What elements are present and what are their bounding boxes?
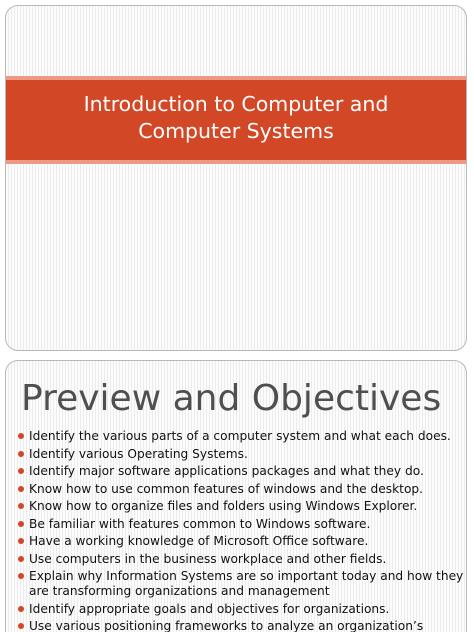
list-item-text: Identify appropriate goals and objectives for organizations. — [29, 601, 390, 616]
list-item-text: Know how to use common features of windows and the desktop. — [29, 481, 424, 496]
list-item-text: Identify various Operating Systems. — [29, 446, 248, 461]
bullet-icon — [18, 623, 24, 629]
list-item-text: Be familiar with features common to Windows software. — [29, 516, 371, 531]
list-item — [18, 482, 464, 497]
objectives-list — [18, 429, 464, 632]
list-item — [18, 517, 464, 532]
objectives-slide[interactable] — [5, 360, 467, 632]
list-item-text: Have a working knowledge of Microsoft Office software. — [29, 534, 369, 548]
bullet-icon — [18, 573, 24, 579]
bullet-icon — [18, 556, 24, 562]
title-slide[interactable] — [5, 5, 467, 351]
list-item — [18, 429, 464, 444]
list-item-text: Know how to organize files and folders using Windows Explorer. — [29, 499, 418, 513]
list-item-text: Use various positioning frameworks to analyze an organization’s — [29, 619, 424, 632]
bullet-icon — [18, 468, 24, 474]
list-item-text: Identify the various parts of a computer system and what each does. — [29, 429, 451, 443]
list-item — [18, 552, 464, 567]
list-item — [18, 602, 464, 617]
bullet-icon — [18, 451, 24, 457]
title-band — [6, 76, 466, 164]
bullet-icon — [18, 521, 24, 527]
list-item — [18, 534, 464, 549]
list-item — [18, 447, 464, 462]
bullet-icon — [18, 538, 24, 544]
bullet-icon — [18, 503, 24, 509]
list-item-text: Explain why Information Systems are so important today and how they are transforming organizations and management — [29, 569, 464, 598]
objectives-heading: Preview and Objectives — [21, 378, 442, 419]
list-item-text: Identify major software applications packages and what they do. — [29, 464, 424, 478]
list-item — [18, 464, 464, 479]
list-item — [18, 569, 464, 599]
list-item — [18, 499, 464, 514]
bullet-icon — [18, 433, 24, 439]
slide-title: Introduction to Computer and Computer Systems — [83, 92, 389, 143]
list-item-text: Use computers in the business workplace and other fields. — [29, 551, 387, 566]
list-item — [18, 619, 464, 632]
bullet-icon — [18, 606, 24, 612]
bullet-icon — [18, 486, 24, 492]
